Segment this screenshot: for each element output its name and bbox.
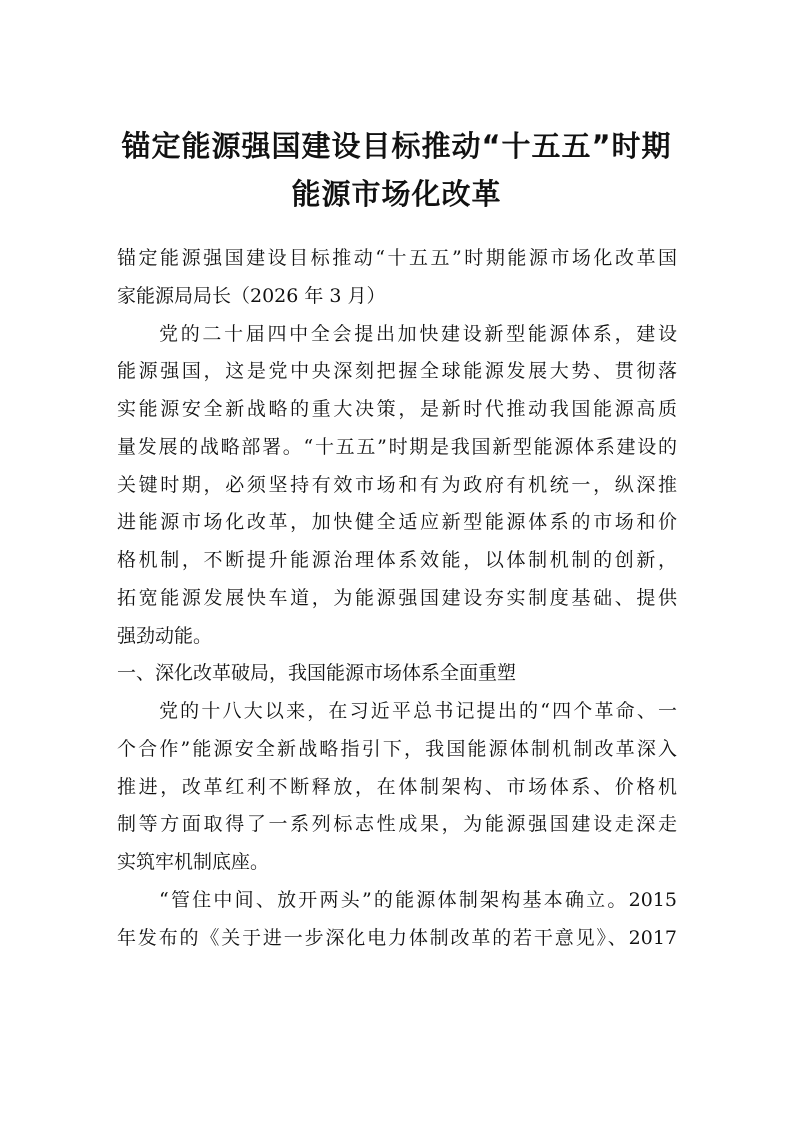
body-line: 量发展的战略部署。“十五五”时期是我国新型能源体系建设的 — [117, 435, 677, 458]
body-line: 年发布的《关于进一步深化电力体制改革的若干意见》、2017 — [117, 926, 677, 949]
body-line: 实筑牢机制底座。 — [117, 851, 270, 873]
body-line: 能源强国，这是党中央深刻把握全球能源发展大势、贯彻落 — [117, 360, 677, 383]
body-line: 党的十八大以来，在习近平总书记提出的“四个革命、一 — [159, 700, 677, 722]
body-line: 进能源市场化改革，加快健全适应新型能源体系的市场和价 — [117, 511, 677, 534]
body-line: 实能源安全新战略的重大决策，是新时代推动我国能源高质 — [117, 398, 677, 420]
body-line: 拓宽能源发展快车道，为能源强国建设夯实制度基础、提供 — [117, 586, 677, 609]
document-title-line-1: 锚定能源强国建设目标推动“十五五”时期 — [121, 129, 672, 163]
body-line: 一、深化改革破局，我国能源市场体系全面重塑 — [117, 662, 517, 685]
body-line: 制等方面取得了一系列标志性成果，为能源强国建设走深走 — [117, 813, 677, 836]
body-line: 党的二十届四中全会提出加快建设新型能源体系，建设 — [159, 322, 677, 345]
document-title-line-2: 能源市场化改革 — [291, 177, 502, 211]
body-line: “管住中间、放开两头”的能源体制架构基本确立。2015 — [159, 888, 677, 911]
body-line: 强劲动能。 — [117, 624, 213, 647]
body-line: 家能源局局长（2026 年 3 月） — [117, 284, 386, 307]
body-line: 推进，改革红利不断释放，在体制架构、市场体系、价格机 — [117, 775, 677, 798]
body-line: 锚定能源强国建设目标推动“十五五”时期能源市场化改革国 — [117, 247, 677, 269]
body-line: 关键时期，必须坚持有效市场和有为政府有机统一，纵深推 — [117, 473, 677, 496]
body-line: 格机制，不断提升能源治理体系效能，以体制机制的创新， — [117, 549, 677, 571]
body-line: 个合作”能源安全新战略指引下，我国能源体制机制改革深入 — [117, 737, 677, 760]
